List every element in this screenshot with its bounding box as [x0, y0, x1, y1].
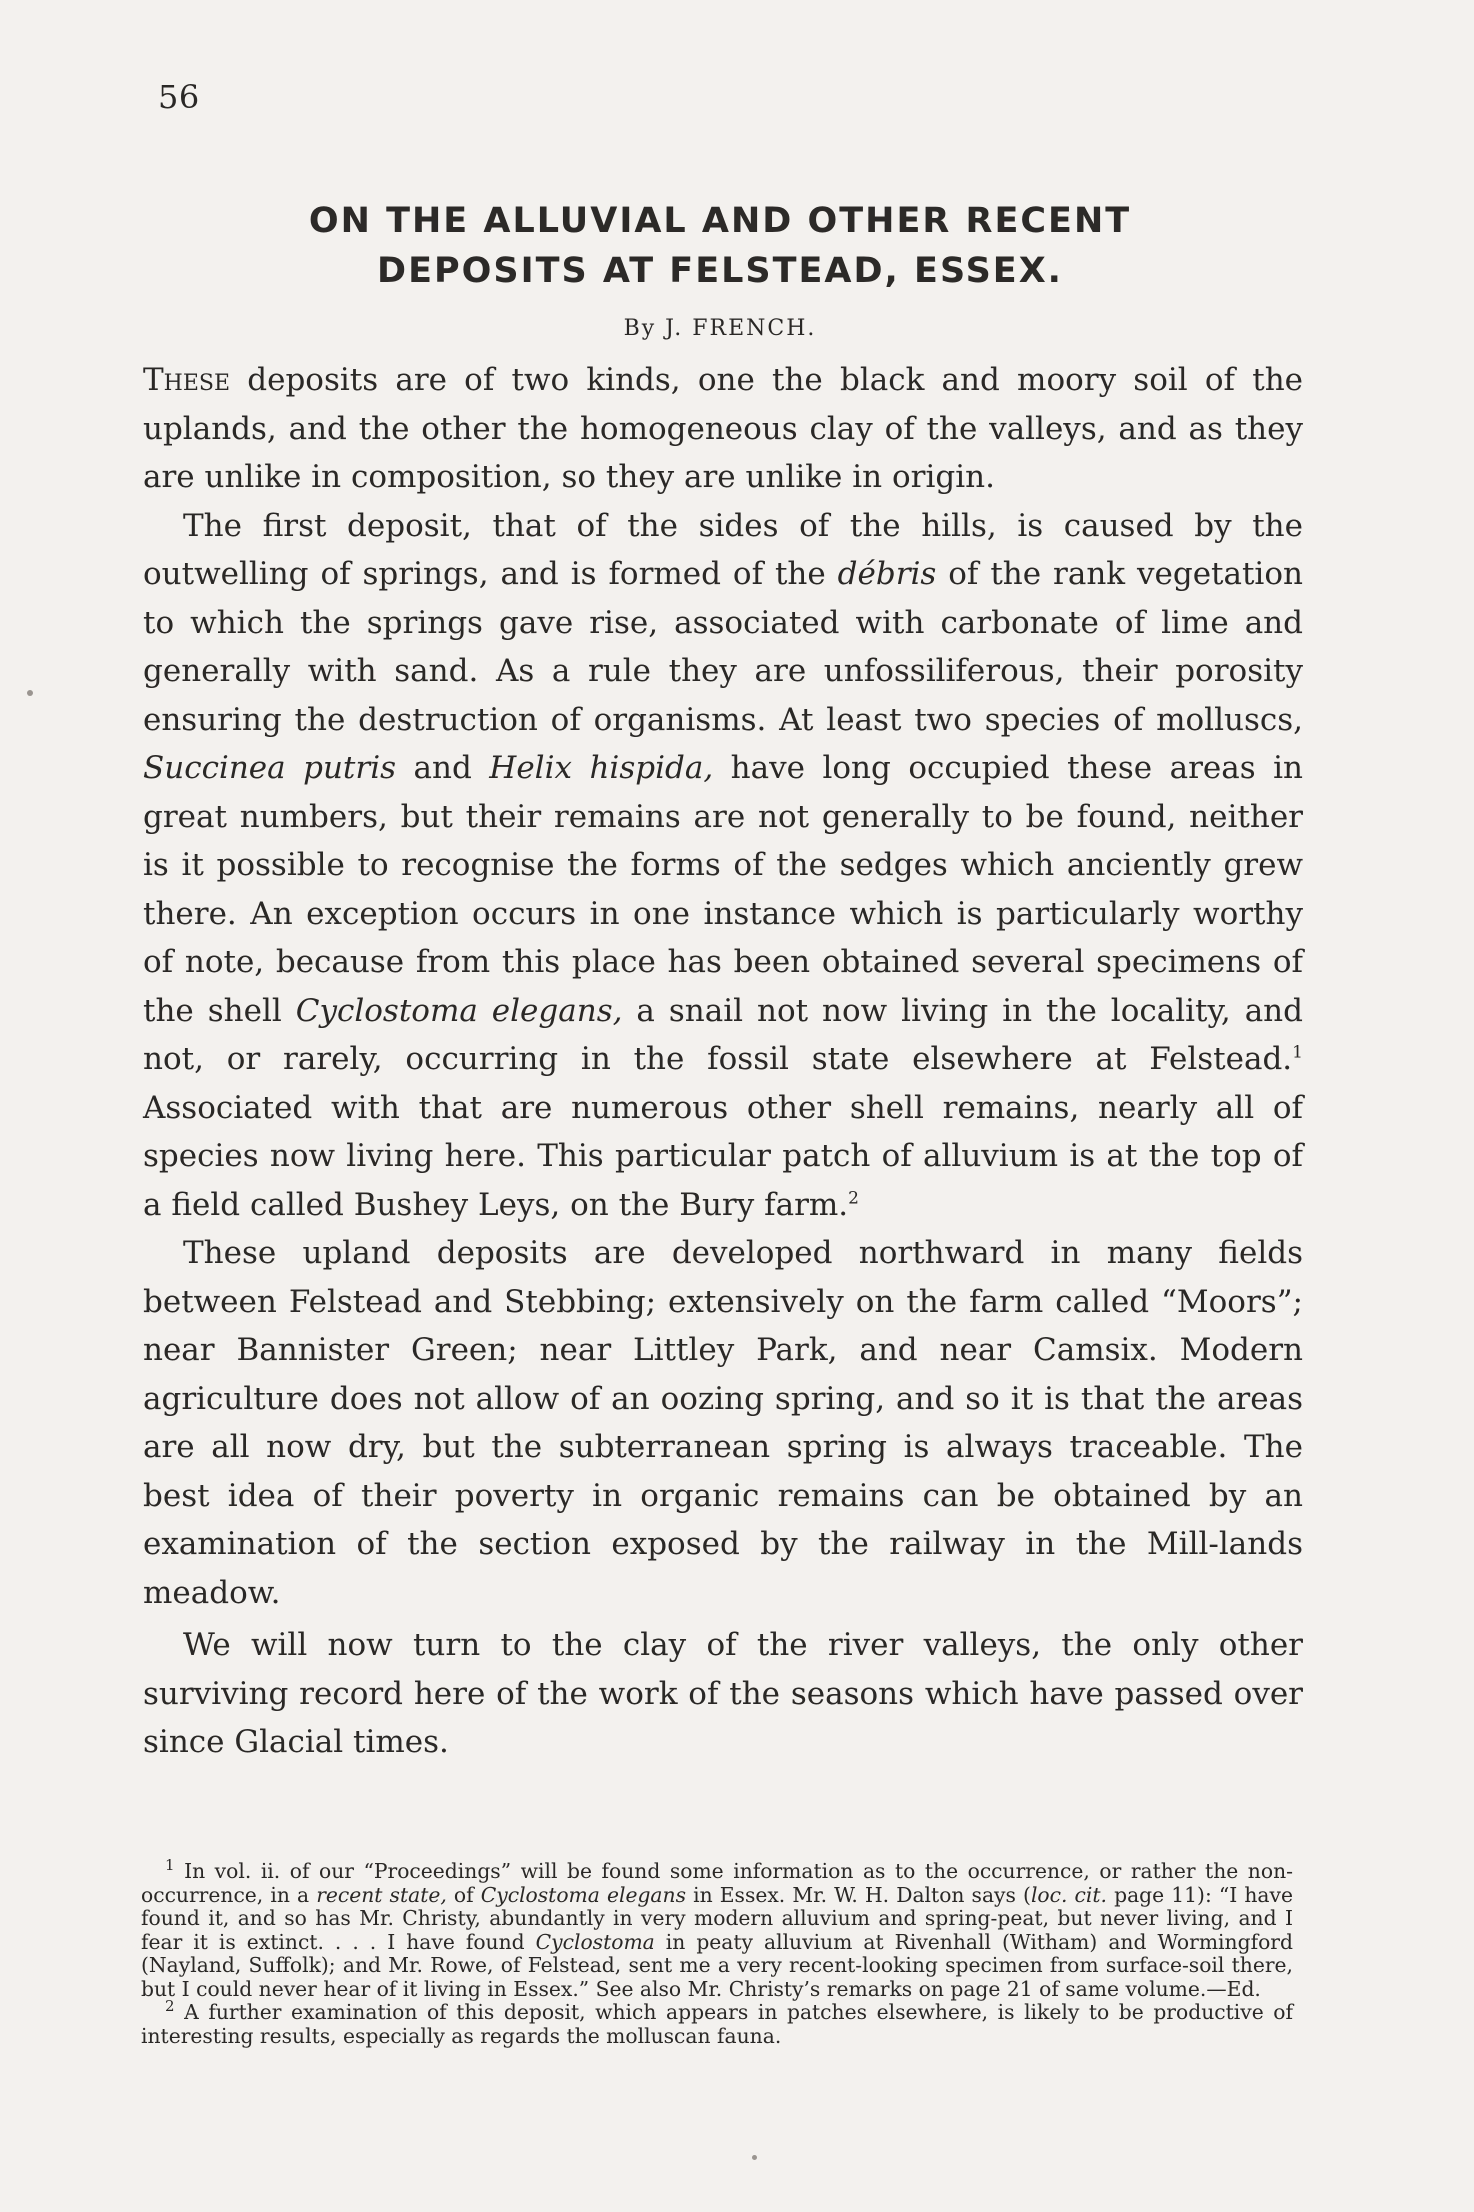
text-run: Associated with that are numerous other shell remains, nearly all of species now living here. This particular patch of alluvium is at the top of a field called Bushey Leys, on the Bury farm.	[143, 1089, 1303, 1223]
italic-term: recent state,	[316, 1882, 447, 1907]
paragraph-4: We will now turn to the clay of the river valleys, the only other surviving record here of the work of the seasons which have passed over since Glacial times.	[143, 1627, 1303, 1760]
text-run: of the rank vegetation to which the springs gave rise, associated with carbonate of lime and generally with sand. As a rule they are unfossiliferous, their porosity ensuring the destruction of organisms. At least two species of molluscs,	[143, 556, 1303, 738]
footnote-2	[141, 1997, 1293, 2048]
paper-speck	[27, 690, 33, 696]
title-line-2: DEPOSITS AT FELSTEAD, ESSEX.	[377, 251, 1063, 291]
text-run: A further examination of this deposit, which appears in patches elsewhere, is likely to be productive of interesting results, especially as regards the molluscan fauna.	[141, 2000, 1293, 2048]
text-run: The first deposit, that of the sides of the hills, is caused by the outwelling of springs, and is formed of the	[143, 507, 1303, 592]
article-body	[143, 356, 1303, 1767]
text-run: have long occupied these areas in great numbers, but their remains are not generally to be found, neither is it possible to recognise the forms of the sedges which anciently grew there. An exception occurs in one instance which is particularly worthy of note, because from this place has been obtained several specimens of the shell	[143, 750, 1303, 1029]
species-name: Cyclostoma elegans	[480, 1882, 686, 1907]
footnote-reference-1[interactable]: 1	[1292, 1042, 1303, 1063]
paragraph-text: deposits are of two kinds, one the black and moory soil of the uplands, and the other the homogeneous clay of the valleys, and as they are unlike in composition, so they are unlike in origin.	[143, 362, 1303, 495]
paragraph-1	[143, 356, 1303, 502]
footnote-marker: 2	[165, 1997, 175, 2016]
text-run: and	[396, 750, 490, 786]
paragraph-2	[143, 502, 1303, 1230]
author-byline: By J. FRENCH.	[623, 316, 817, 341]
species-name: Succinea putris	[143, 750, 397, 786]
footnote-marker: 1	[165, 1856, 175, 1875]
footnotes	[141, 1856, 1293, 2048]
species-name: Cyclostoma elegans,	[295, 992, 623, 1029]
text-run: in Essex. Mr. W. H. Dalton says (	[686, 1882, 1031, 1907]
text-run: a snail not now living in the locality, and not, or rarely, occurring in the fossil state elsewhere at Felstead.	[143, 992, 1303, 1077]
citation-abbreviation: loc. cit.	[1030, 1882, 1107, 1907]
paragraph-lead-word: These	[143, 362, 231, 398]
italic-term: débris	[837, 556, 937, 592]
footnote-1	[141, 1856, 1293, 2001]
paragraph-3: These upland deposits are developed northward in many fields between Felstead and Stebbing; extensively on the farm called “Moors”; near Bannister Green; near Littley Park, and near Camsix. Modern agriculture does not allow of an oozing spring, and so it is that the areas are all now dry, but the subterranean spring is always traceable. The best idea of their poverty in organic remains can be obtained by an examination of the section exposed by the railway in the Mill-lands meadow.	[143, 1235, 1303, 1611]
text-run: in peaty alluvium at Rivenhall (Witham) and Wormingford (Nayland, Suffolk); and Mr. Rowe, of Felstead, sent me a very recent-looking specimen from surface-soil there, but I could never hear of it living in Essex.” See also Mr. Christy’s remarks on page 21 of same volume.—Ed.	[141, 1929, 1293, 2001]
text-run: page 11): “I have found it, and so has Mr. Christy, abundantly in very modern alluvium and spring-peat, but never living, and I fear it is extinct. . . . I have found	[141, 1882, 1293, 1954]
text-run: In vol. ii. of our “Proceedings” will be found some information as to the occurrence, or rather the non-occurrence, in a	[141, 1859, 1293, 1907]
paper-speck	[752, 2155, 757, 2160]
title-line-1: ON THE ALLUVIAL AND OTHER RECENT	[308, 201, 1132, 241]
article-title	[140, 196, 1300, 296]
footnote-reference-2[interactable]: 2	[848, 1188, 859, 1209]
text-run: of	[446, 1882, 481, 1907]
species-name: Helix hispida,	[489, 750, 714, 786]
genus-name: Cyclostoma	[535, 1929, 655, 1954]
page-number: 56	[158, 78, 200, 116]
